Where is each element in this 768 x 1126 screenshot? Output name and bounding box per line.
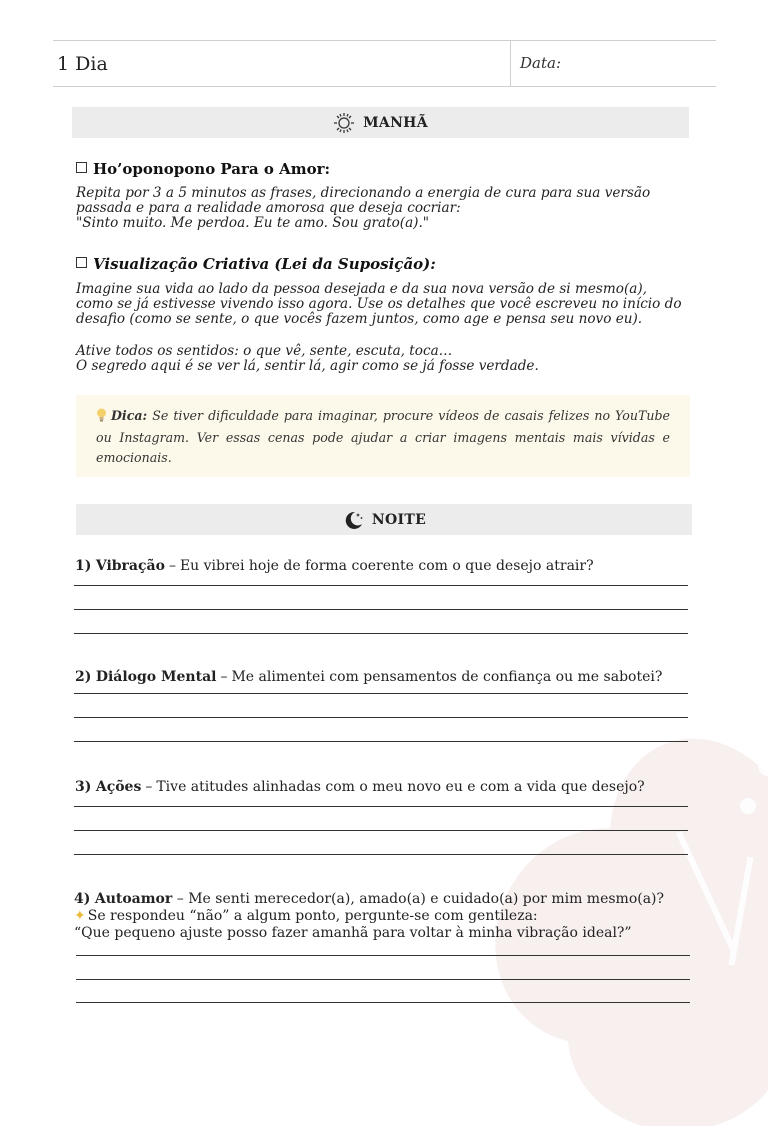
sparkles-icon: ✦ — [74, 908, 86, 924]
answer-line[interactable] — [74, 854, 688, 855]
answer-line[interactable] — [74, 585, 688, 586]
checkbox[interactable] — [76, 257, 87, 268]
checkbox[interactable] — [76, 162, 87, 173]
night-title: NOITE — [371, 511, 427, 528]
sun-icon — [333, 112, 355, 134]
page-header — [53, 40, 716, 87]
header-divider — [510, 41, 511, 86]
visualizacao-text: Imagine sua vida ao lado da pessoa desejada e da sua nova versão de si mesmo(a), como se já estivesse vivendo isso agora. Use os detalhes que você escreveu no início do desafio (como se sente, o que vocês fazem juntos, como age e pensa seu novo eu). — [76, 281, 682, 327]
answer-line[interactable] — [76, 979, 690, 980]
morning-band — [72, 107, 689, 138]
date-field[interactable]: Data: — [520, 54, 561, 72]
question-3: 3) Ações – Tive atitudes alinhadas com o meu novo eu e com a vida que desejo? — [75, 779, 645, 795]
tip-text: Se tiver dificuldade para imaginar, procure vídeos de casais felizes no YouTube ou Instagram. Ver essas cenas pode ajudar a criar imagens mentais mais vívidas e emocionais. — [96, 408, 670, 465]
hooponopono-text: Repita por 3 a 5 minutos as frases, direcionando a energia de cura para sua versão passada e para a realidade amorosa que deseja cocriar: "Sinto muito. Me perdoa. Eu te amo. Sou grato(a)." — [76, 185, 651, 231]
answer-line[interactable] — [76, 1002, 690, 1003]
tip-box — [76, 395, 690, 477]
question-2: 2) Diálogo Mental – Me alimentei com pensamentos de confiança ou me sabotei? — [75, 669, 663, 685]
question-4: 4) Autoamor – Me senti merecedor(a), amado(a) e cuidado(a) por mim mesmo(a)? ✦ Se respondeu “não” a algum ponto, pergunte-se com gentileza: “Que pequeno ajuste posso fazer amanhã para voltar à minha vibração ideal?” — [74, 891, 665, 941]
answer-line[interactable] — [74, 609, 688, 610]
answer-line[interactable] — [76, 955, 690, 956]
answer-line[interactable] — [74, 633, 688, 634]
night-band — [76, 504, 692, 535]
answer-line[interactable] — [74, 717, 688, 718]
visualizacao-text-2: Ative todos os sentidos: o que vê, sente, escuta, toca… O segredo aqui é se ver lá, sentir lá, agir como se já fosse verdade. — [76, 343, 539, 374]
question-1: 1) Vibração – Eu vibrei hoje de forma coerente com o que desejo atrair? — [75, 558, 594, 574]
answer-line[interactable] — [74, 806, 688, 807]
day-title: 1 Dia — [57, 53, 108, 75]
answer-line[interactable] — [74, 693, 688, 694]
hooponopono-heading: Ho’oponopono Para o Amor: — [76, 160, 330, 178]
morning-title: MANHÃ — [363, 114, 428, 131]
tip-label: Dica: — [111, 408, 148, 423]
answer-line[interactable] — [74, 741, 688, 742]
visualizacao-heading: Visualização Criativa (Lei da Suposição): — [76, 255, 436, 273]
answer-line[interactable] — [74, 830, 688, 831]
moon-icon — [342, 509, 364, 531]
lightbulb-icon — [96, 408, 107, 428]
